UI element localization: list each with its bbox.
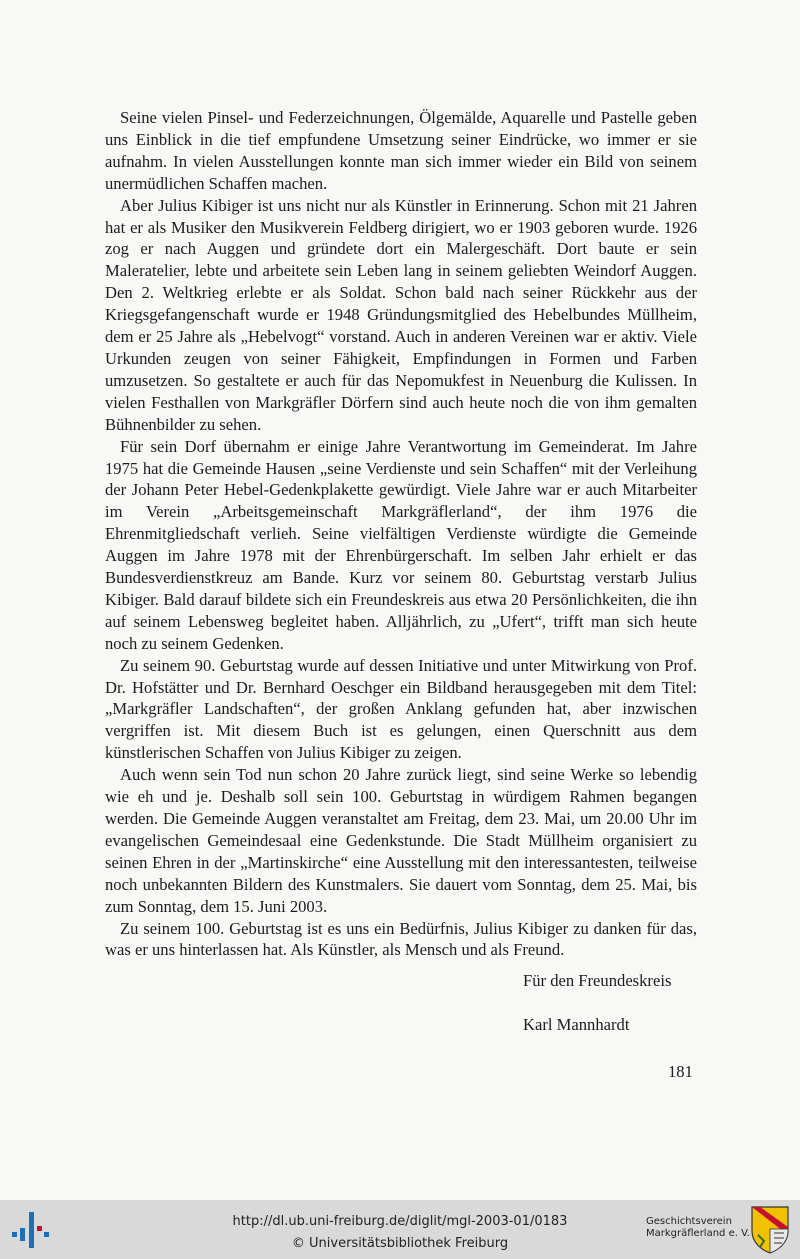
copyright-text: © Universitätsbibliothek Freiburg	[291, 1236, 509, 1251]
signature-group: Für den Freundeskreis	[523, 971, 672, 990]
paragraph: Seine vielen Pinsel- und Federzeichnungen, Ölgemälde, Aquarelle und Pastelle geben uns Einblick in die tief empfundene Umsetzung seiner Eindrücke, wo immer er sie aufnahm. In vielen Ausstellungen konnte man sich immer wieder ein Bild von seinem unermüdlichen Schaffen machen.	[105, 108, 697, 193]
society-name-line2: Markgräflerland e. V.	[646, 1228, 750, 1239]
paragraph: Aber Julius Kibiger ist uns nicht nur als Künstler in Erinnerung. Schon mit 21 Jahren hat er als Musiker den Musikverein Feldberg dirigiert, wo er 1903 geboren wurde. 1926 zog er nach Auggen und gründete dort ein Malergeschäft. Dort baute er sein Maleratelier, lebte und arbeitete sein Leben lang in seinem geliebten Weindorf Auggen. Den 2. Weltkrieg erlebte er als Soldat. Schon bald nach seiner Rückkehr aus der Kriegsgefangenschaft wurde er 1948 Gründungsmitglied des Hebelbundes Müllheim, dem er 25 Jahre als „Hebelvogt“ vorstand. Auch in anderen Vereinen war er aktiv. Viele Urkunden zeugen von seiner Fähigkeit, Empfindungen in Formen und Farben umzusetzen. So gestaltete er auch für das Nepomukfest in Neuenburg die Kulissen. In vielen Festhallen von Markgräfler Dörfern sind auch heute noch die von ihm gemalten Bühnenbilder zu sehen.	[105, 195, 697, 434]
source-url-link[interactable]: http://dl.ub.uni-freiburg.de/diglit/mgl-2003-01/0183	[232, 1214, 568, 1229]
signature-name: Karl Mannhardt	[523, 1015, 630, 1034]
coat-of-arms-icon	[750, 1205, 790, 1255]
society-name-line1: Geschichtsverein	[646, 1216, 732, 1227]
article-body	[105, 107, 697, 961]
footer-bar	[0, 1200, 800, 1259]
paragraph: Zu seinem 90. Geburtstag wurde auf dessen Initiative und unter Mitwirkung von Prof. Dr. Hofstätter und Dr. Bernhard Oeschger ein Bildband herausgegeben mit dem Titel: „Markgräfler Landschaften“, der großen Anklang gefunden hat, aber inzwischen vergriffen ist. Mit diesem Buch ist es gelungen, einen Querschnitt aus dem künstlerischen Schaffen von Julius Kibiger zu zeigen.	[105, 655, 697, 763]
paragraph: Für sein Dorf übernahm er einige Jahre Verantwortung im Gemeinderat. Im Jahre 1975 hat die Gemeinde Hausen „seine Verdienste und sein Schaffen“ mit der Verleihung der Johann Peter Hebel-Gedenkplakette gewürdigt. Viele Jahre war er auch Mitarbeiter im Verein „Arbeitsgemeinschaft Markgräflerland“, der ihm 1976 die Ehrenmitgliedschaft verlieh. Seine vielfältigen Verdienste würdigte die Gemeinde Auggen im Jahre 1978 mit der Ehrenbürgerschaft. Im selben Jahr erhielt er das Bundesverdienstkreuz am Bande. Kurz vor seinem 80. Geburtstag verstarb Julius Kibiger. Bald darauf bildete sich ein Freundeskreis aus etwa 20 Persönlichkeiten, die ihn auf seinem Lebensweg begleitet haben. Alljährlich, zu „Ufert“, trifft man sich heute noch zu seinem Gedenken.	[105, 436, 697, 653]
paragraph: Zu seinem 100. Geburtstag ist es uns ein Bedürfnis, Julius Kibiger zu danken für das, was er uns hinterlassen hat. Als Künstler, als Mensch und als Freund.	[105, 918, 697, 960]
paragraph: Auch wenn sein Tod nun schon 20 Jahre zurück liegt, sind seine Werke so lebendig wie eh und je. Deshalb soll sein 100. Geburtstag in würdigem Rahmen begangen werden. Die Gemeinde Auggen veranstaltet am Freitag, dem 23. Mai, um 20.00 Uhr im evangelischen Gemeindesaal eine Gedenkstunde. Die Stadt Müllheim organisiert zu seinen Ehren in der „Martinskirche“ eine Ausstellung mit den interessantesten, teilweise noch unbekannten Bildern des Kunstmalers. Sie dauert vom Sonntag, dem 25. Mai, bis zum Sonntag, dem 15. Juni 2003.	[105, 765, 697, 916]
society-name	[646, 1216, 750, 1240]
page-number: 181	[668, 1062, 693, 1081]
